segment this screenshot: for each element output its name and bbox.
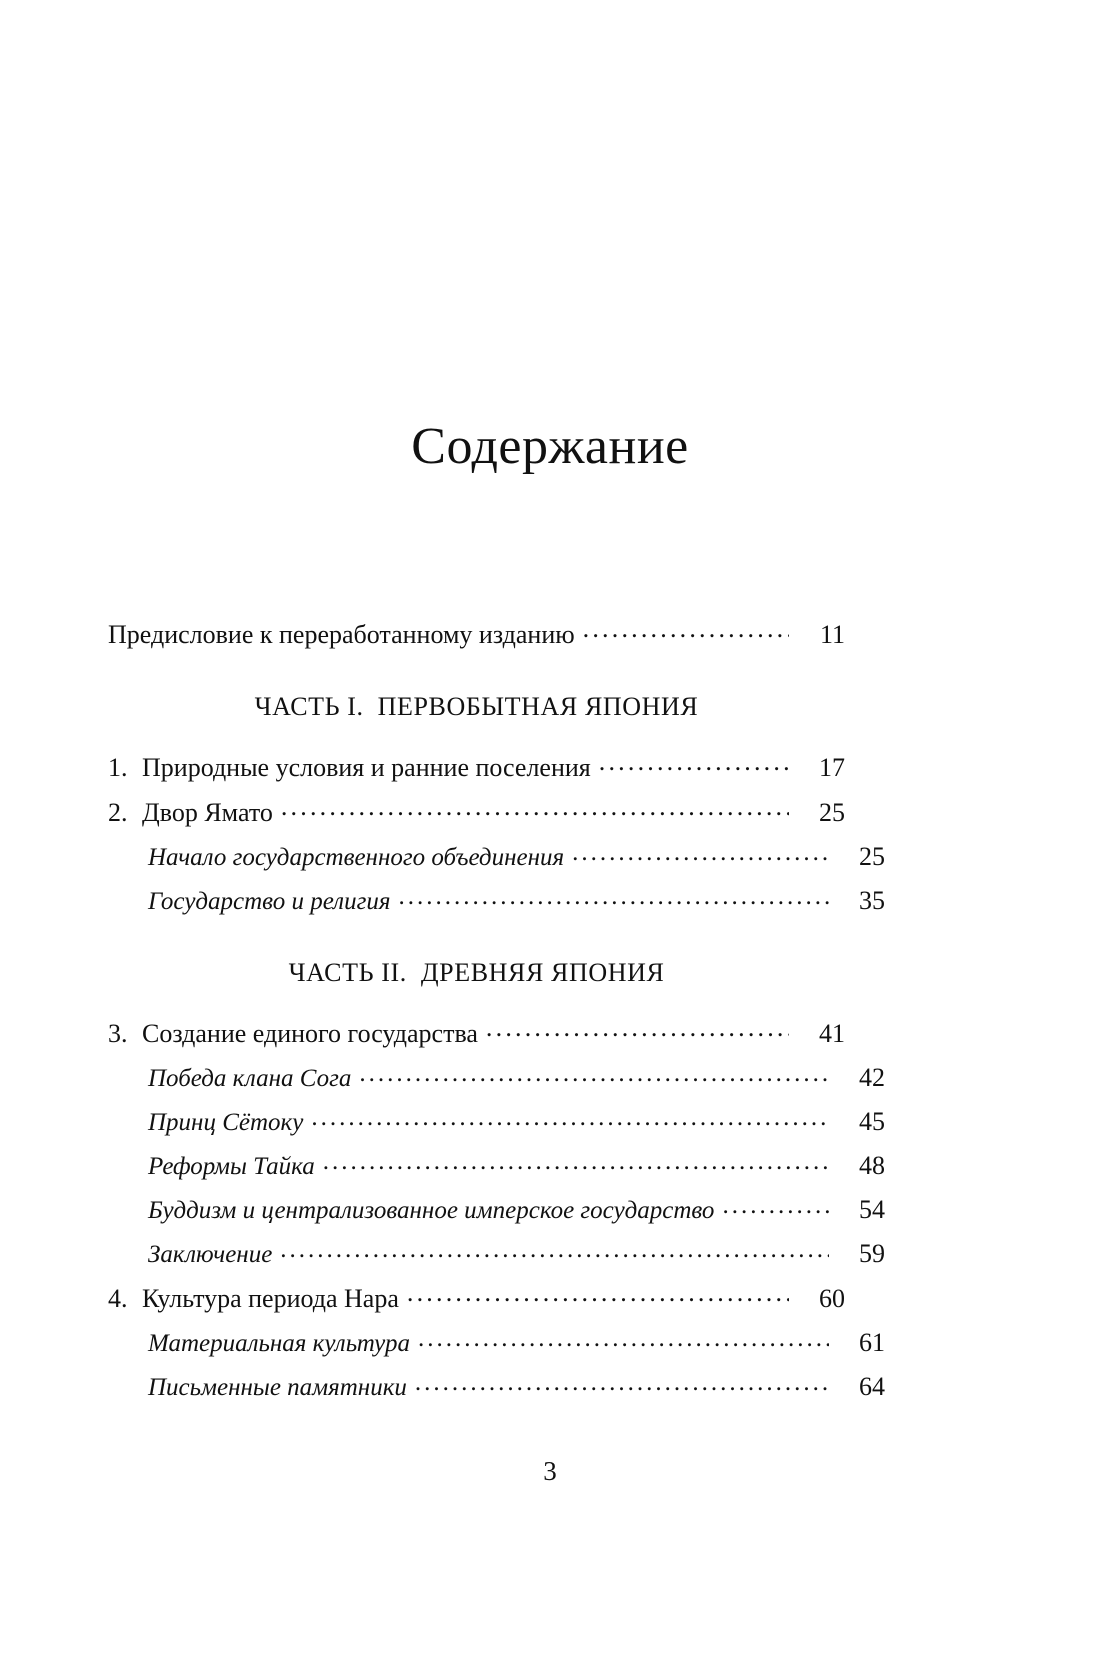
toc-entry-label: Принц Сётоку — [148, 1109, 304, 1136]
dot-leader — [359, 1061, 829, 1086]
spacer — [108, 914, 845, 958]
toc-entry-label: Двор Ямато — [142, 798, 273, 827]
toc-entry-label: Реформы Тайка — [148, 1153, 315, 1180]
part-label: ЧАСТЬ II. — [288, 958, 407, 987]
spacer — [108, 722, 845, 750]
part-title: ПЕРВОБЫТНАЯ ЯПОНИЯ — [377, 692, 699, 721]
toc-entry-page: 60 — [819, 1284, 845, 1313]
part-heading-2 — [108, 958, 845, 988]
toc-entry-page: 59 — [859, 1239, 885, 1268]
toc-entry-page: 25 — [819, 798, 845, 827]
toc-entry-page: 17 — [819, 753, 845, 782]
spacer — [108, 648, 845, 692]
toc-entry-list — [108, 617, 885, 1401]
toc-subentry[interactable] — [108, 840, 885, 870]
toc-entry-page: 61 — [859, 1328, 885, 1357]
toc-subentry[interactable] — [108, 1237, 885, 1267]
dot-leader — [407, 1281, 789, 1307]
dot-leader — [583, 617, 789, 643]
part-heading-1 — [108, 692, 845, 722]
toc-subentry[interactable] — [108, 884, 885, 914]
part-title: ДРЕВНЯЯ ЯПОНИЯ — [420, 958, 665, 987]
toc-entry-page: 42 — [859, 1063, 885, 1092]
toc-entry-number: 3. — [108, 1019, 128, 1048]
toc-entry-label: Предисловие к переработанному изданию — [108, 620, 575, 649]
toc-entry-label: Государство и религия — [148, 888, 391, 915]
toc-entry-page: 54 — [859, 1195, 885, 1224]
toc-entry-label: Материальная культура — [148, 1330, 410, 1357]
toc-subentry[interactable] — [108, 1061, 885, 1091]
dot-leader — [415, 1370, 829, 1395]
dot-leader — [486, 1016, 789, 1042]
toc-entry-label: Создание единого государства — [142, 1019, 478, 1048]
dot-leader — [323, 1149, 829, 1174]
toc-entry-number: 1. — [108, 753, 128, 782]
dot-leader — [418, 1326, 829, 1351]
dot-leader — [599, 750, 789, 776]
toc-entry-chapter-4[interactable] — [108, 1281, 845, 1312]
toc-entry-label: Победа клана Сога — [148, 1065, 352, 1092]
toc-entry-label: Заключение — [148, 1241, 273, 1268]
toc-entry-page: 41 — [819, 1019, 845, 1048]
toc-entry-page: 25 — [859, 842, 885, 871]
page-title: Содержание — [411, 417, 689, 475]
toc-entry-label: Буддизм и централизованное имперское государство — [148, 1197, 715, 1224]
dot-leader — [311, 1105, 829, 1130]
toc-entry-number: 2. — [108, 798, 128, 827]
toc-entry-label: Начало государственного объединения — [148, 844, 565, 871]
toc-subentry[interactable] — [108, 1105, 885, 1135]
toc-subentry[interactable] — [108, 1149, 885, 1179]
dot-leader — [572, 840, 829, 865]
toc-entry-number: 4. — [108, 1284, 128, 1313]
toc-subentry[interactable] — [108, 1326, 885, 1356]
toc-subentry[interactable] — [108, 1370, 885, 1400]
toc-entry-page: 48 — [859, 1151, 885, 1180]
toc-entry-chapter-2[interactable] — [108, 795, 845, 826]
dot-leader — [722, 1193, 829, 1218]
toc-entry-chapter-3[interactable] — [108, 1016, 845, 1047]
toc-entry-page: 35 — [859, 886, 885, 915]
dot-leader — [281, 795, 789, 821]
toc-entry-preface[interactable] — [108, 617, 845, 648]
spacer — [108, 988, 845, 1016]
toc-entry-label: Культура периода Нара — [142, 1284, 399, 1313]
folio-page-number: 3 — [543, 1456, 557, 1486]
toc-entry-label: Природные условия и ранние поселения — [142, 753, 591, 782]
part-label: ЧАСТЬ I. — [254, 692, 364, 721]
toc-subentry[interactable] — [108, 1193, 885, 1223]
toc-entry-page: 64 — [859, 1372, 885, 1401]
toc-entry-label: Письменные памятники — [148, 1374, 407, 1401]
toc-entry-page: 11 — [819, 620, 845, 649]
dot-leader — [280, 1237, 829, 1262]
dot-leader — [398, 884, 829, 909]
toc-entry-chapter-1[interactable] — [108, 750, 845, 781]
toc-entry-page: 45 — [859, 1107, 885, 1136]
